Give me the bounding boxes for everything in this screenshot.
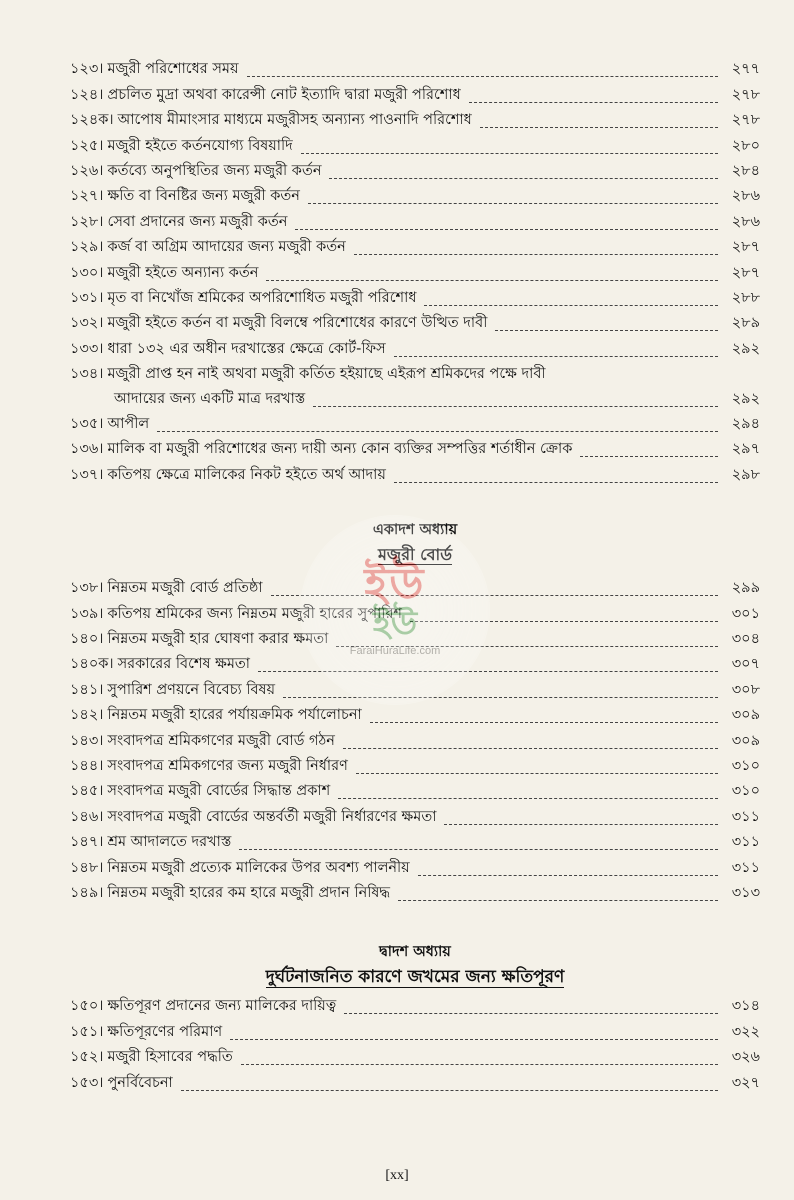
entry-title-line1: মজুরী প্রাপ্ত হন নাই অথবা মজুরী কর্তিত হইয়াছে এইরূপ শ্রমিকদের পক্ষে দাবী (107, 365, 546, 382)
entry-title: সংবাদপত্র মজুরী বোর্ডের সিদ্ধান্ত প্রকাশ (107, 783, 331, 800)
entry-title: কর্তব্যে অনুপস্থিতির জন্য মজুরী কর্তন (107, 162, 322, 179)
entry-page-number: ৩০৭ (731, 656, 760, 673)
entry-title: ক্ষতি বা বিনষ্টির জন্য মজুরী কর্তন (107, 188, 300, 205)
entry-page-number: ৩১১ (731, 834, 760, 851)
entry-page-number: ২৯৪ (731, 416, 760, 433)
entry-page-number: ৩০৯ (731, 732, 760, 749)
entry-page-number: ২৯২ (731, 340, 760, 357)
entry-title: নিম্নতম মজুরী হারের পর্যায়ক্রমিক পর্যালোচনা (107, 707, 362, 724)
dotted-leader (301, 153, 718, 154)
entry-number: ১৩০। (70, 264, 104, 281)
toc-list-chapter-12 (70, 994, 760, 1096)
entry-title: মজুরী হিসাবের পদ্ধতি (107, 1049, 233, 1066)
dotted-leader (283, 697, 718, 698)
entry-page-number: ৩২৬ (731, 1049, 760, 1066)
toc-entry (70, 601, 760, 626)
entry-number: ১৪৬। (70, 808, 104, 825)
entry-number: ১৩৮। (70, 580, 104, 597)
dotted-leader (398, 900, 718, 901)
entry-page-number: ৩০১ (731, 605, 760, 622)
chapter-label: দ্বাদশ অধ্যায় (379, 943, 451, 960)
chapter-label: একাদশ অধ্যায় (372, 521, 458, 538)
toc-entry (70, 209, 760, 234)
entry-title-line2: আদায়ের জন্য একটি মাত্র দরখাস্ত (114, 390, 306, 407)
entry-page-number: ২৮৮ (731, 289, 760, 306)
toc-entry (70, 1070, 760, 1095)
dotted-leader (239, 849, 718, 850)
entry-page-number: ৩০৪ (731, 631, 760, 648)
toc-list-chapter-11 (70, 576, 760, 906)
entry-page-number: ২৭৮ (731, 86, 760, 103)
dotted-leader (157, 431, 718, 432)
entry-number: ১৪৯। (70, 884, 104, 901)
entry-title: নিম্নতম মজুরী হার ঘোষণা করার ক্ষমতা (107, 631, 329, 648)
entry-number: ১৩৪। (70, 365, 104, 382)
entry-number: ১৪২। (70, 707, 104, 724)
dotted-leader (313, 406, 718, 407)
entry-number: ১৩১। (70, 289, 104, 306)
dotted-leader (495, 330, 718, 331)
entry-page-number: ২৭৮ (731, 112, 760, 129)
entry-number: ১৫২। (70, 1049, 104, 1066)
dotted-leader (308, 203, 718, 204)
toc-entry (70, 311, 760, 336)
entry-title: নিম্নতম মজুরী বোর্ড প্রতিষ্ঠা (107, 580, 263, 597)
dotted-leader (241, 1064, 718, 1065)
entry-number: ১৪৩। (70, 732, 104, 749)
watermark-url: FaraiHuraLife.com (349, 645, 441, 657)
entry-title: কর্জ বা অগ্রিম আদায়ের জন্য মজুরী কর্তন (107, 239, 346, 256)
toc-entry (70, 133, 760, 158)
entry-number: ১৪০ক। (70, 656, 114, 673)
entry-number: ১২৪। (70, 86, 104, 103)
toc-entry (70, 576, 760, 601)
entry-number: ১২৯। (70, 239, 104, 256)
entry-page-number: ৩২২ (731, 1023, 760, 1040)
entry-number: ১২৭। (70, 188, 104, 205)
dotted-leader (354, 254, 718, 255)
entry-number: ১৩৯। (70, 605, 104, 622)
dotted-leader (480, 127, 718, 128)
entry-title: কতিপয় ক্ষেত্রে মালিকের নিকট হইতে অর্থ আদায় (107, 466, 386, 483)
toc-entry (70, 235, 760, 260)
entry-number: ১২৩। (70, 61, 104, 78)
entry-page-number: ২৭৭ (731, 61, 760, 78)
entry-number: ১৩৫। (70, 416, 104, 433)
toc-entry (70, 677, 760, 702)
entry-number: ১২৫। (70, 137, 104, 154)
dotted-leader (295, 229, 718, 230)
toc-entry (70, 627, 760, 652)
entry-title: মজুরী হইতে কর্তনযোগ্য বিষয়াদি (107, 137, 293, 154)
entry-title: সংবাদপত্র শ্রমিকগণের মজুরী বোর্ড গঠন (107, 732, 335, 749)
dotted-leader (344, 1013, 718, 1014)
toc-entry (70, 754, 760, 779)
entry-page-number: ৩১৪ (731, 998, 760, 1015)
dotted-leader (394, 356, 718, 357)
toc-entry (70, 82, 760, 107)
entry-number: ১৪৫। (70, 783, 104, 800)
entry-page-number: ২৮৬ (731, 213, 760, 230)
toc-entry (70, 779, 760, 804)
entry-page-number: ২৯৮ (731, 466, 760, 483)
entry-page-number: ২৯২ (731, 390, 760, 407)
toc-entry (70, 184, 760, 209)
toc-entry (70, 159, 760, 184)
toc-entry-134 (70, 362, 760, 412)
entry-page-number: ২৮৯ (731, 315, 760, 332)
toc-entry (70, 462, 760, 487)
entry-title: ধারা ১৩২ এর অধীন দরখাস্তের ক্ষেত্রে কোর্ট-ফিস (107, 340, 386, 357)
entry-number: ১৪১। (70, 681, 104, 698)
entry-number: ১৩৭। (70, 466, 104, 483)
entry-title: মজুরী হইতে অন্যান্য কর্তন (107, 264, 259, 281)
entry-page-number: ২৯৭ (731, 441, 760, 458)
entry-page-number: ৩১১ (731, 808, 760, 825)
entry-number: ১২৪ক। (70, 112, 114, 129)
dotted-leader (336, 646, 718, 647)
entry-number: ১২৬। (70, 162, 104, 179)
toc-entry (70, 260, 760, 285)
entry-page-number: ৩০৯ (731, 707, 760, 724)
entry-title: ক্ষতিপূরণের পরিমাণ (107, 1023, 223, 1040)
toc-entry (70, 412, 760, 437)
toc-entry (70, 855, 760, 880)
chapter-11-heading (70, 518, 760, 568)
entry-page-number: ২৮৬ (731, 188, 760, 205)
dotted-leader (266, 280, 718, 281)
entry-title: প্রচলিত মুদ্রা অথবা কারেন্সী নোট ইত্যাদি দ্বারা মজুরী পরিশোধ (107, 86, 461, 103)
entry-number: ১৫৩। (70, 1074, 104, 1091)
entry-title: মজুরী পরিশোধের সময় (107, 61, 239, 78)
entry-title: ক্ষতিপূরণ প্রদানের জন্য মালিকের দায়িত্ব (107, 998, 337, 1015)
chapter-title: মজুরী বোর্ড (378, 544, 452, 564)
entry-title: নিম্নতম মজুরী প্রত্যেক মালিকের উপর অবশ্য পালনীয় (107, 859, 410, 876)
entry-number: ১৪০। (70, 631, 104, 648)
entry-page-number: ৩২৭ (731, 1074, 760, 1091)
watermark-top-text: ইউ (364, 559, 426, 610)
entry-page-number: ২৮৭ (731, 239, 760, 256)
dotted-leader (343, 748, 718, 749)
entry-title: কতিপয় শ্রমিকের জন্য নিম্নতম মজুরী হারের সুপারিশ (107, 605, 402, 622)
toc-entry (70, 286, 760, 311)
entry-number: ১৪৭। (70, 834, 104, 851)
toc-entry (70, 728, 760, 753)
dotted-leader (410, 621, 718, 622)
entry-number: ১৩৩। (70, 340, 104, 357)
page-footer-number: [xx] (385, 1168, 409, 1183)
entry-page-number: ২৮৭ (731, 264, 760, 281)
dotted-leader (271, 595, 719, 596)
dotted-leader (424, 305, 718, 306)
toc-entry (70, 804, 760, 829)
dotted-leader (258, 671, 718, 672)
watermark-bottom-text: ইউ (372, 604, 418, 644)
toc-entry (70, 1045, 760, 1070)
toc-entry (70, 108, 760, 133)
dotted-leader (247, 76, 719, 77)
entry-number: ১৫১। (70, 1023, 104, 1040)
entry-title: মৃত বা নিখোঁজ শ্রমিকের অপরিশোধিত মজুরী পরিশোধ (107, 289, 417, 306)
dotted-leader (394, 482, 718, 483)
entry-title: সরকারের বিশেষ ক্ষমতা (117, 656, 250, 673)
entry-page-number: ৩১০ (731, 783, 760, 800)
entry-page-number: ৩১১ (731, 859, 760, 876)
entry-page-number: ২৯৯ (731, 580, 760, 597)
toc-entry (70, 994, 760, 1019)
dotted-leader (418, 875, 718, 876)
toc-entry (70, 703, 760, 728)
chapter-12-heading (70, 940, 760, 990)
entry-page-number: ২৮০ (731, 137, 760, 154)
dotted-leader (469, 102, 718, 103)
entry-title: সেবা প্রদানের জন্য মজুরী কর্তন (107, 213, 288, 230)
entry-title: সংবাদপত্র শ্রমিকগণের জন্য মজুরী নির্ধারণ (107, 757, 348, 774)
toc-entry (70, 881, 760, 906)
toc-entry (70, 830, 760, 855)
dotted-leader (181, 1090, 718, 1091)
entry-title: পুনর্বিবেচনা (107, 1074, 173, 1091)
toc-entry (70, 652, 760, 677)
entry-page-number: ৩০৮ (731, 681, 760, 698)
entry-page-number: ২৮৪ (731, 162, 760, 179)
entry-title: নিম্নতম মজুরী হারের কম হারে মজুরী প্রদান নিষিদ্ধ (107, 884, 391, 901)
entry-number: ১২৮। (70, 213, 104, 230)
entry-page-number: ৩১৩ (731, 884, 760, 901)
toc-entry (70, 437, 760, 462)
toc-entry (70, 57, 760, 82)
toc-list-top (70, 57, 760, 362)
toc-list-mid (70, 412, 760, 488)
entry-number: ১৩২। (70, 315, 104, 332)
entry-number: ১৩৬। (70, 441, 104, 458)
entry-title: সুপারিশ প্রণয়নে বিবেচ্য বিষয় (107, 681, 276, 698)
dotted-leader (338, 798, 718, 799)
dotted-leader (329, 178, 718, 179)
dotted-leader (444, 824, 718, 825)
dotted-leader (370, 722, 718, 723)
entry-title: আপোষ মীমাংসার মাধ্যমে মজুরীসহ অন্যান্য পাওনাদি পরিশোধ (117, 112, 472, 129)
entry-title: আপীল (107, 416, 150, 433)
entry-title: শ্রম আদালতে দরখাস্ত (107, 834, 232, 851)
dotted-leader (356, 773, 718, 774)
entry-number: ১৪৪। (70, 757, 104, 774)
entry-title: মালিক বা মজুরী পরিশোধের জন্য দায়ী অন্য কোন ব্যক্তির সম্পত্তির শর্তাধীন ক্রোক (107, 441, 573, 458)
entry-title: মজুরী হইতে কর্তন বা মজুরী বিলম্বে পরিশোধের কারণে উত্থিত দাবী (107, 315, 488, 332)
dotted-leader (580, 456, 718, 457)
dotted-leader (230, 1039, 718, 1040)
entry-number: ১৪৮। (70, 859, 104, 876)
entry-number: ১৫০। (70, 998, 104, 1015)
entry-page-number: ৩১০ (731, 757, 760, 774)
toc-entry (70, 336, 760, 361)
toc-entry (70, 1019, 760, 1044)
entry-title: সংবাদপত্র মজুরী বোর্ডের অন্তর্বর্তী মজুরী নির্ধারণের ক্ষমতা (107, 808, 437, 825)
chapter-title: দুর্ঘটনাজনিত কারণে জখমের জন্য ক্ষতিপূরণ (265, 966, 565, 987)
